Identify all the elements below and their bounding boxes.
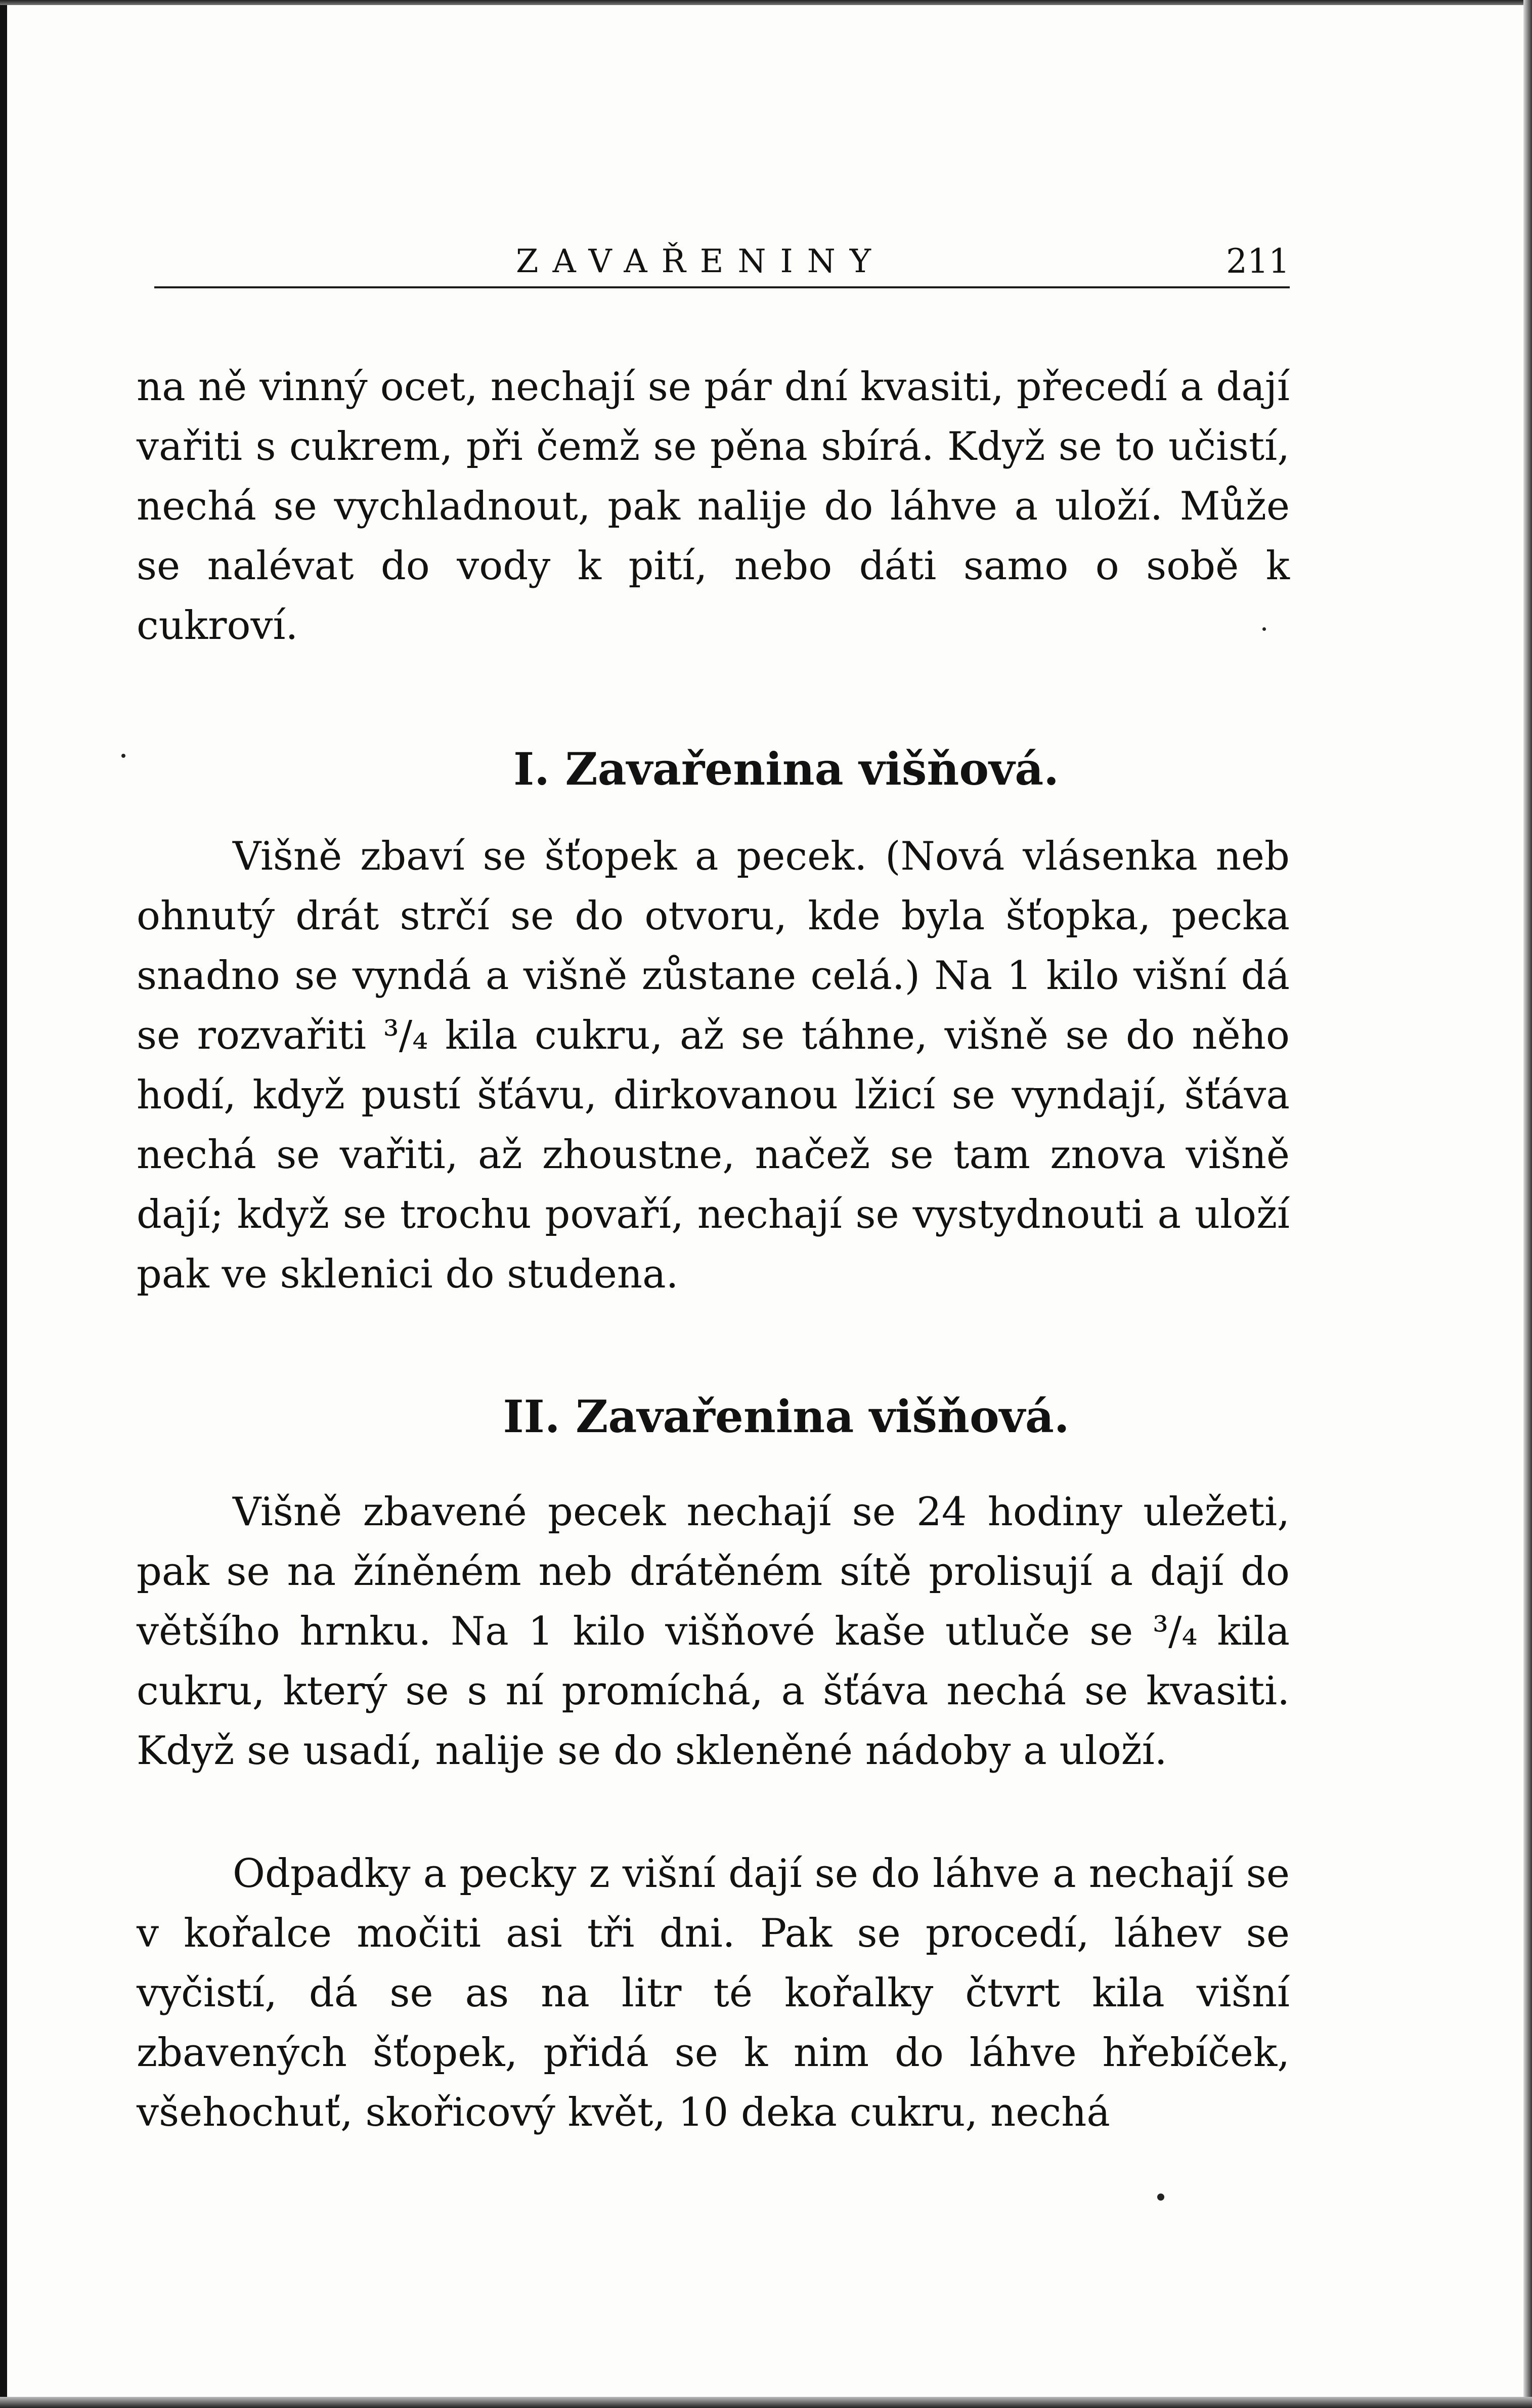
paragraph-continuation [137, 357, 1290, 656]
section-heading-1: I. Zavařenina višňová. [513, 743, 1059, 795]
ink-speck [1157, 2194, 1164, 2201]
ink-speck [1262, 627, 1266, 631]
section-heading-2: II. Zavařenina višňová. [503, 1390, 1070, 1443]
paragraph-text: Odpadky a pecky z višní dají se do láhve a nechají se v kořalce močiti asi tři dni. Pak se procedí, láhev se vyčistí, dá se as na litr té kořalky čtvrt kila višní zbavených šťopek, přidá se k nim do láhve hřebíček, všehochuť, skořicový květ, 10 deka cukru, nechá [137, 1851, 1290, 2135]
section-2-paragraph-2 [137, 1844, 1290, 2142]
scan-edge-left [0, 0, 7, 2408]
page-number: 211 [1226, 242, 1290, 281]
header-rule [154, 286, 1290, 288]
paragraph-text: na ně vinný ocet, nechají se pár dní kvasiti, přecedí a dají vařiti s cukrem, při čemž se pěna sbírá. Když se to učistí, nechá se vychladnout, pak nalije do láhve a uloží. Může se nalévat do vody k pití, nebo dáti samo o sobě k cukroví. [137, 364, 1290, 649]
section-1-paragraph [137, 827, 1290, 1304]
paragraph-text: Višně zbavené pecek nechají se 24 hodiny uležeti, pak se na žíněném neb drátěném sítě prolisují a dají do většího hrnku. Na 1 kilo višňové kaše utluče se ³/₄ kila cukru, který se s ní promíchá, a šťáva nechá se kvasiti. Když se usadí, nalije se do skleněné nádoby a uloží. [137, 1489, 1290, 1774]
running-title: ZAVAŘENINY [516, 243, 886, 280]
section-2-paragraph-1 [137, 1482, 1290, 1781]
scan-edge-right [1523, 0, 1532, 2408]
running-head [152, 234, 1290, 289]
scan-edge-top [0, 0, 1532, 5]
paragraph-text: Višně zbaví se šťopek a pecek. (Nová vlásenka neb ohnutý drát strčí se do otvoru, kde byla šťopka, pecka snadno se vyndá a višně zůstane celá.) Na 1 kilo višní dá se rozvařiti ³/₄ kila cukru, až se táhne, višně se do něho hodí, když pustí šťávu, dirkovanou lžicí se vyndají, šťáva nechá se vařiti, až zhoustne, načež se tam znova višně dají; když se trochu povaří, nechají se vystydnouti a uloží pak ve sklenici do studena. [137, 834, 1290, 1297]
scan-edge-bottom [0, 2397, 1532, 2408]
ink-speck [121, 754, 125, 758]
